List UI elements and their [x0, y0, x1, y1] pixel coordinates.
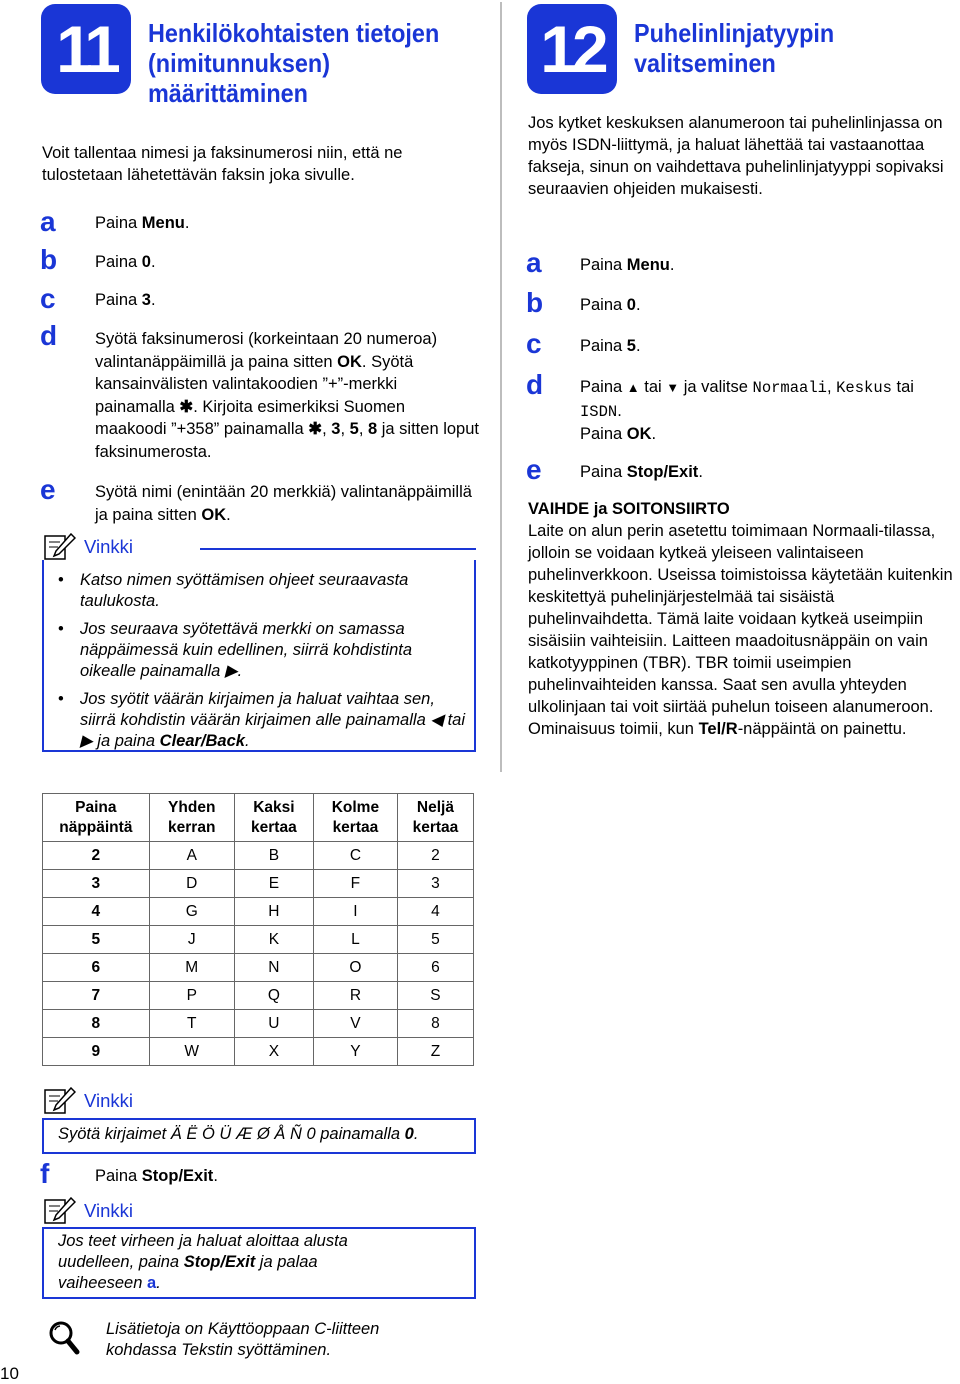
table-row [43, 954, 474, 982]
key-cell: 8 [43, 1010, 150, 1038]
pencil-note-icon [44, 1087, 76, 1115]
step-letter: b [40, 244, 58, 275]
page-number: 10 [0, 1364, 19, 1383]
char-cell: T [149, 1010, 234, 1038]
char-cell: F [313, 870, 397, 898]
note-bullet: • Katso nimen syöttämisen ohjeet seuraavasta taulukosta. [80, 570, 470, 612]
step-letter: d [40, 320, 58, 351]
char-cell: D [149, 870, 234, 898]
table-row [43, 1010, 474, 1038]
table-row [43, 982, 474, 1010]
section-title: Puhelinlinjatyypin valitseminen [634, 18, 835, 78]
intro-text: Voit tallentaa nimesi ja faksinumerosi niin, että ne tulostetaan lähetettävän faksin joka sivulle. [42, 144, 403, 184]
step-number-badge: 11 [41, 4, 131, 94]
subheading: VAIHDE ja SOITONSIIRTO [528, 500, 730, 518]
info-text: Lisätietoja on Käyttöoppaan C-liitteen kohdassa Tekstin syöttäminen. [106, 1320, 380, 1359]
note-bullet: • Jos syötit väärän kirjaimen ja haluat vaihtaa sen, siirrä kohdistin väärän kirjaimen alle painamalla ◀ tai ▶ ja paina Clear/Back. [80, 689, 470, 752]
step-text: Paina 0. [580, 296, 641, 314]
char-cell: 4 [397, 898, 473, 926]
note-title: Vinkki [84, 1090, 134, 1111]
note-bullet: • Jos seuraava syötettävä merkki on samassa näppäimessä kuin edellinen, siirrä kohdistinta oikealle painamalla ▶. [80, 619, 470, 682]
table-header: Yhden kerran [149, 794, 234, 842]
key-cell: 6 [43, 954, 150, 982]
char-cell: N [234, 954, 313, 982]
step-text: Paina Stop/Exit. [580, 463, 703, 481]
table-header: Kolme kertaa [313, 794, 397, 842]
char-cell: R [313, 982, 397, 1010]
note-header [44, 1197, 133, 1225]
char-cell: 8 [397, 1010, 473, 1038]
note-header [44, 533, 133, 561]
char-cell: Z [397, 1038, 473, 1066]
char-cell: Q [234, 982, 313, 1010]
key-cell: 5 [43, 926, 150, 954]
table-header: Kaksi kertaa [234, 794, 313, 842]
body-text: Laite on alun perin asetettu toimimaan Normaali-tilassa, jolloin se voidaan kytkeä yleiseen valintaiseen puhelinverkkoon. Useissa toimistoissa käytetään kuitenkin keskitettyä puhelinjärjestelmää tai sisäistä puhelinvaihdetta. Tämä laite voidaan kytkeä useimpiin sisäisiin vaihteisiin. Laitteen maadoitusnäppäin on vain katkotyyppinen (TBR). TBR toimii useimpien puhelinvaihteiden kanssa. Saat sen avulla yhteyden ulkolinjaan tai voit siirtää puhelun toiseen alanumeroon. Ominaisuus toimii, kun Tel/R-näppäintä on painettu. [528, 522, 953, 738]
step-letter: c [40, 283, 56, 314]
char-cell: C [313, 842, 397, 870]
table-header: Neljä kertaa [397, 794, 473, 842]
step-letter: f [40, 1158, 50, 1189]
step-text: Paina 0. [95, 253, 156, 271]
note-title: Vinkki [84, 536, 134, 557]
char-cell: 6 [397, 954, 473, 982]
step-letter: c [526, 328, 542, 359]
char-cell: X [234, 1038, 313, 1066]
table-row [43, 926, 474, 954]
step-text: Paina ▲ tai ▼ ja valitse Normaali, Keskus tai ISDN. Paina OK. [580, 378, 914, 443]
char-cell: Y [313, 1038, 397, 1066]
table-row [43, 1038, 474, 1066]
char-cell: K [234, 926, 313, 954]
char-cell: H [234, 898, 313, 926]
table-row [43, 870, 474, 898]
step-letter: b [526, 287, 544, 318]
char-cell: 3 [397, 870, 473, 898]
step-text: Syötä faksinumerosi (korkeintaan 20 numeroa) valintanäppäimillä ja paina sitten OK. Syötä kansainvälisten valintakoodien ”+”-merkki painamalla ✱. Kirjoita esimerkiksi Suomen maakoodi ”+358” painamalla ✱, 3, 5, 8 ja sitten loput faksinumerosta. [95, 330, 479, 461]
char-cell: I [313, 898, 397, 926]
char-cell: U [234, 1010, 313, 1038]
key-cell: 7 [43, 982, 150, 1010]
pencil-note-icon [44, 533, 76, 561]
char-cell: 2 [397, 842, 473, 870]
char-cell: S [397, 982, 473, 1010]
step-letter: a [40, 206, 56, 237]
key-cell: 2 [43, 842, 150, 870]
char-cell: G [149, 898, 234, 926]
table-header-row [43, 794, 474, 842]
char-cell: P [149, 982, 234, 1010]
step-text: Paina Stop/Exit. [95, 1167, 218, 1185]
key-cell: 4 [43, 898, 150, 926]
note-text: Jos teet virheen ja haluat aloittaa alusta uudelleen, paina Stop/Exit ja palaa vaiheeseen a. [58, 1232, 348, 1292]
key-cell: 3 [43, 870, 150, 898]
char-cell: J [149, 926, 234, 954]
char-cell: W [149, 1038, 234, 1066]
key-cell: 9 [43, 1038, 150, 1066]
char-cell: E [234, 870, 313, 898]
step-letter: e [526, 454, 542, 485]
step-text: Paina Menu. [95, 214, 190, 232]
char-cell: L [313, 926, 397, 954]
step-text: Syötä nimi (enintään 20 merkkiä) valintanäppäimillä ja paina sitten OK. [95, 483, 472, 524]
note-rule [200, 548, 476, 550]
char-cell: M [149, 954, 234, 982]
char-cell: A [149, 842, 234, 870]
table-header: Paina näppäintä [43, 794, 150, 842]
intro-text: Jos kytket keskuksen alanumeroon tai puhelinlinjassa on myös ISDN-liittymä, ja haluat lähettää tai vastaanottaa fakseja, sinun on vaihdettava puhelinlinjatyyppi sopivaksi seuraavien ohjeiden mukaisesti. [528, 114, 944, 198]
step-number-badge: 12 [527, 4, 617, 94]
char-cell: 5 [397, 926, 473, 954]
magnifier-icon [48, 1320, 80, 1356]
character-table [42, 793, 474, 1066]
char-cell: O [313, 954, 397, 982]
step-text: Paina 5. [580, 337, 641, 355]
note-text: Syötä kirjaimet Ä Ë Ö Ü Æ Ø Å Ñ 0 painamalla 0. [58, 1125, 419, 1143]
column-divider [500, 2, 502, 772]
char-cell: B [234, 842, 313, 870]
char-cell: V [313, 1010, 397, 1038]
note-title: Vinkki [84, 1200, 134, 1221]
table-row [43, 898, 474, 926]
step-text: Paina Menu. [580, 256, 675, 274]
step-text: Paina 3. [95, 291, 156, 309]
note-header [44, 1087, 133, 1115]
step-letter: a [526, 247, 542, 278]
pencil-note-icon [44, 1197, 76, 1225]
section-title: Henkilökohtaisten tietojen (nimitunnuksen) määrittäminen [148, 18, 440, 108]
step-letter: d [526, 369, 544, 400]
step-letter: e [40, 474, 56, 505]
table-row [43, 842, 474, 870]
note-bullets [80, 570, 470, 759]
